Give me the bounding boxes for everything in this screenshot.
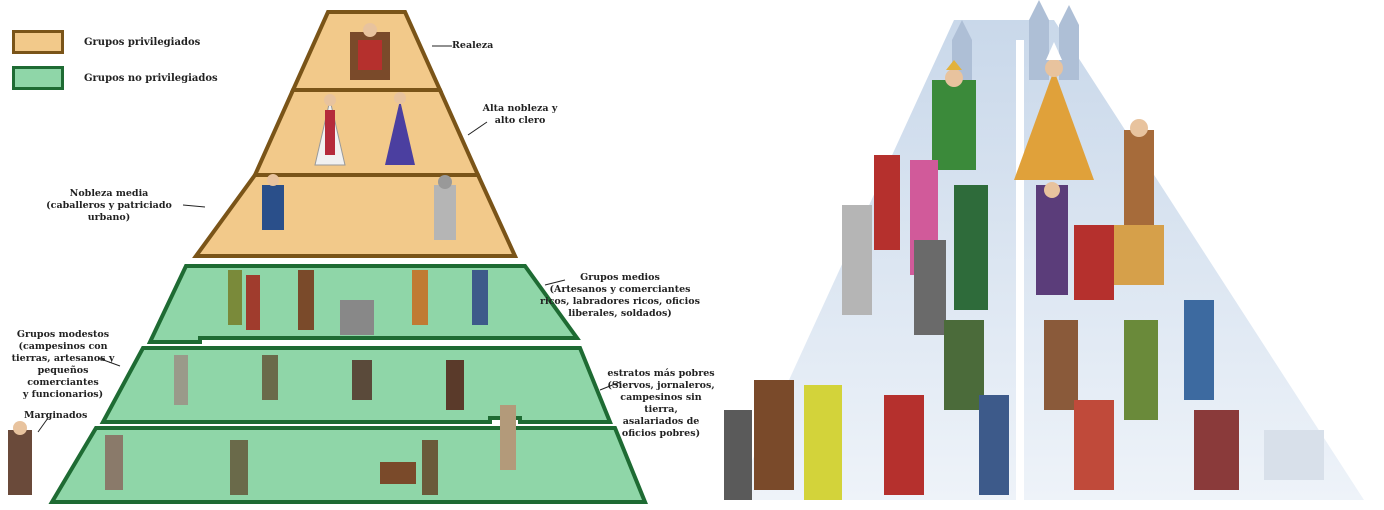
label-grupos-medios-line-4: liberales, soldados) bbox=[568, 308, 672, 319]
label-estratos-pobres-line-5: oficios pobres) bbox=[621, 428, 701, 439]
label-marginados: Marginados bbox=[24, 410, 88, 421]
label-nobleza-media-line-2: (caballeros y patriciado urbano) bbox=[46, 200, 172, 223]
label-grupos-medios-line-3: ricos, labradores ricos, oficios bbox=[540, 296, 700, 307]
tier-estratos-pobres bbox=[52, 428, 645, 502]
label-alta-nobleza-line-1: Alta nobleza y bbox=[482, 103, 558, 114]
tier-alta-nobleza bbox=[255, 90, 478, 175]
tier-nobleza-media bbox=[196, 175, 515, 256]
label-estratos-pobres-line-1: estratos más pobres bbox=[607, 368, 715, 379]
nun-figure bbox=[1036, 182, 1068, 295]
label-grupos-modestos bbox=[4, 329, 122, 401]
label-estratos-pobres-line-3: campesinos sin tierra, bbox=[620, 392, 702, 415]
label-grupos-modestos-line-2: (campesinos con bbox=[18, 341, 108, 352]
label-grupos-modestos-line-3: tierras, artesanos y bbox=[11, 353, 115, 364]
monk-figure bbox=[1124, 119, 1154, 240]
label-estratos-pobres-line-2: (Siervos, jornaleros, bbox=[607, 380, 715, 391]
label-grupos-medios-line-2: (Artesanos y comerciantes bbox=[549, 284, 691, 295]
illustration-svg bbox=[724, 0, 1384, 506]
medieval-society-illustration bbox=[724, 0, 1384, 506]
label-grupos-modestos-line-4: pequeños comerciantes bbox=[27, 365, 99, 388]
label-nobleza-media-line-1: Nobleza media bbox=[69, 188, 149, 199]
label-nobleza-media bbox=[24, 188, 194, 224]
label-alta-nobleza-line-2: alto clero bbox=[494, 115, 546, 126]
label-realeza: Realeza bbox=[452, 40, 494, 51]
legend-label-non-privileged: Grupos no privilegiados bbox=[84, 72, 218, 84]
label-alta-nobleza bbox=[478, 103, 562, 127]
label-estratos-pobres-line-4: asalariados de bbox=[622, 416, 700, 427]
label-estratos-pobres bbox=[602, 368, 720, 440]
legend-label-privileged: Grupos privilegiados bbox=[84, 36, 201, 48]
estate-divider bbox=[1016, 40, 1024, 500]
label-grupos-medios bbox=[540, 272, 700, 320]
label-grupos-modestos-line-1: Grupos modestos bbox=[16, 329, 110, 340]
label-grupos-modestos-line-5: y funcionarios) bbox=[22, 389, 104, 400]
label-grupos-medios-line-1: Grupos medios bbox=[580, 272, 660, 283]
marginados-figure bbox=[8, 421, 32, 495]
